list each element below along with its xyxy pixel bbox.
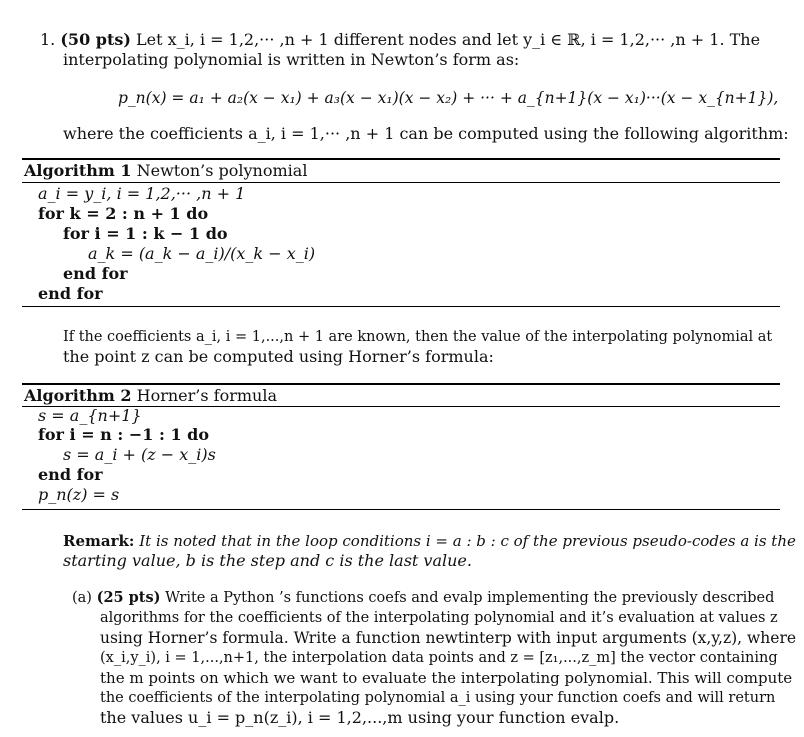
part-a-text1: Write a Python ’s functions coefs and evalp implementing the previously described bbox=[165, 590, 775, 606]
algorithm1-line1: a_i = y_i, i = 1,2,··· ,n + 1 bbox=[38, 184, 246, 203]
algorithm1-label: Algorithm 1 bbox=[24, 161, 132, 180]
algorithm2-title: Horner’s formula bbox=[136, 386, 277, 405]
problem-points: (50 pts) bbox=[60, 30, 131, 49]
problem-intro-line2: interpolating polynomial is written in Newton’s form as: bbox=[63, 50, 520, 69]
part-a-line4: (x_i,y_i), i = 1,...,n+1, the interpolation data points and z = [z₁,...,z_m] the vector containing bbox=[100, 650, 778, 666]
part-a-line6: the coefficients of the interpolating polynomial a_i using your function coefs and will return bbox=[100, 690, 776, 706]
part-a-label: (a) bbox=[72, 590, 92, 606]
algorithm1-line4: a_k = (a_k − a_i)/(x_k − x_i) bbox=[88, 244, 316, 263]
algorithm2-label: Algorithm 2 bbox=[24, 386, 132, 405]
horner-intro-line2: the point z can be computed using Horner’s formula: bbox=[63, 347, 494, 366]
algorithm2-line4: end for bbox=[38, 465, 103, 484]
algorithm2-line3: s = a_i + (z − x_i)s bbox=[63, 445, 216, 464]
algorithm2-line1: s = a_{n+1} bbox=[38, 406, 142, 425]
part-a-line7: the values u_i = p_n(z_i), i = 1,2,...,m using your function evalp. bbox=[100, 708, 620, 727]
remark-label: Remark: bbox=[63, 532, 135, 550]
algorithm1-mid-rule bbox=[22, 182, 780, 183]
part-a-line3: using Horner’s formula. Write a function newtinterp with input arguments (x,y,z), where bbox=[100, 629, 797, 647]
part-a-line1 bbox=[72, 588, 774, 608]
algorithm1-title: Newton’s polynomial bbox=[136, 161, 308, 180]
problem-intro-line1 bbox=[40, 30, 760, 50]
part-a-line2: algorithms for the coefficients of the interpolating polynomial and it’s evaluation at values z bbox=[100, 610, 778, 626]
algorithm1-line3: for i = 1 : k − 1 do bbox=[63, 224, 228, 243]
algorithm2-bottom-rule bbox=[22, 509, 780, 510]
remark-line2: starting value, b is the step and c is the last value. bbox=[63, 551, 472, 570]
algorithm1-bottom-rule bbox=[22, 306, 780, 307]
algorithm1-top-rule bbox=[22, 158, 780, 160]
remark-text1: It is noted that in the loop conditions i = a : b : c of the previous pseudo-codes a is the bbox=[139, 532, 796, 550]
algorithm1-caption bbox=[24, 161, 307, 181]
algorithm2-caption bbox=[24, 386, 277, 406]
horner-intro-line1: If the coefficients a_i, i = 1,...,n + 1 are known, then the value of the interpolating polynomial at bbox=[63, 329, 773, 345]
problem-number: 1. bbox=[40, 30, 56, 49]
algorithm2-line2: for i = n : −1 : 1 do bbox=[38, 425, 210, 444]
problem-intro-text1: Let x_i, i = 1,2,··· ,n + 1 different nodes and let y_i ∈ ℝ, i = 1,2,··· ,n + 1. The bbox=[136, 30, 761, 49]
algorithm1-line6: end for bbox=[38, 284, 103, 303]
algorithm2-top-rule bbox=[22, 383, 780, 385]
part-a-line5: the m points on which we want to evaluate the interpolating polynomial. This will compute bbox=[100, 669, 793, 687]
algorithm1-line2: for k = 2 : n + 1 do bbox=[38, 204, 209, 223]
part-a-points: (25 pts) bbox=[96, 589, 161, 606]
newton-formula: p_n(x) = a₁ + a₂(x − x₁) + a₃(x − x₁)(x − x₂) + ··· + a_{n+1}(x − x₁)···(x − x_{n+1}), bbox=[118, 89, 779, 107]
algorithm2-line5: p_n(z) = s bbox=[38, 485, 120, 504]
remark-line1 bbox=[63, 531, 796, 551]
algorithm1-line5: end for bbox=[63, 264, 128, 283]
coefficients-line: where the coefficients a_i, i = 1,··· ,n + 1 can be computed using the following algorithm: bbox=[63, 124, 789, 143]
